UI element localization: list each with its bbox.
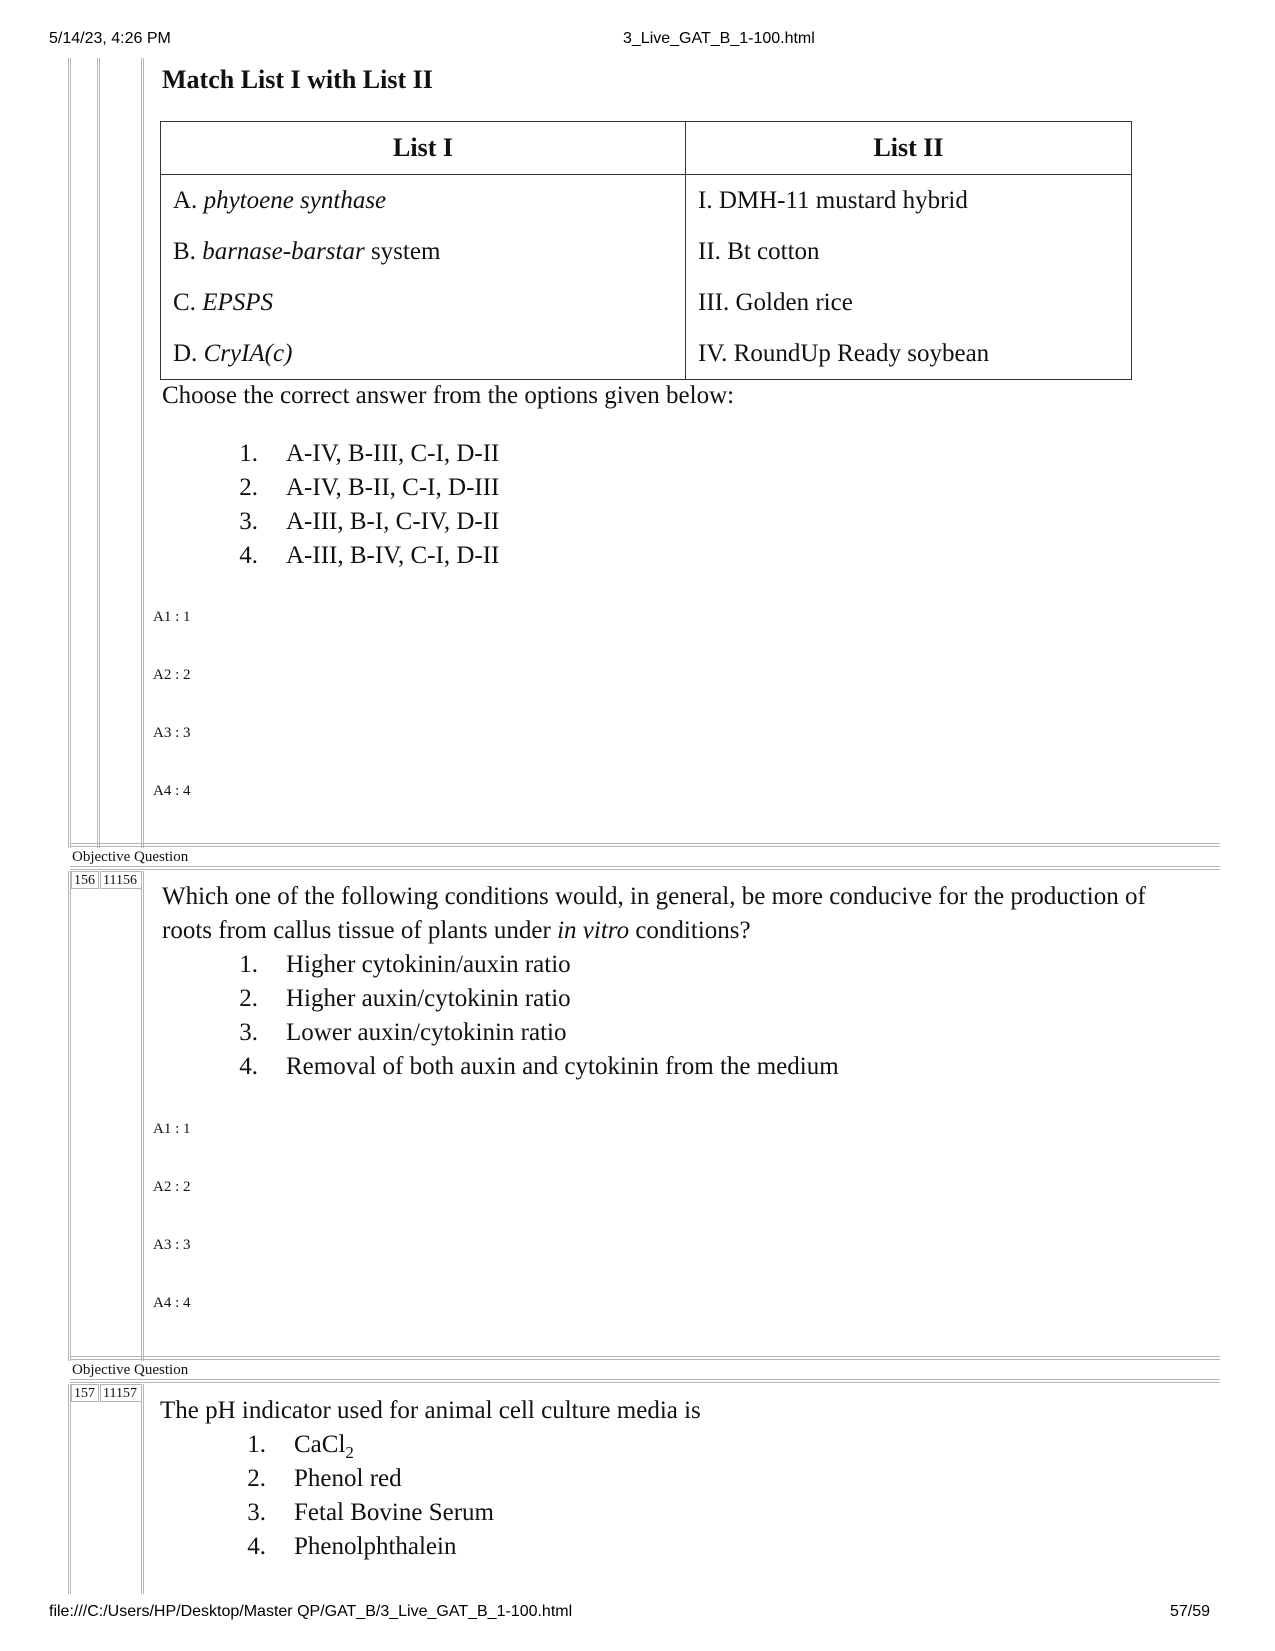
row-divider [70,1356,1220,1360]
list-1-header: List I [161,122,686,175]
option-1: 1. A-IV, B-III, C-I, D-II [239,440,500,467]
row-divider [70,866,1220,870]
question-number: 156 [71,871,99,889]
frame-border-inner [141,1384,144,1594]
row-term: CryIA(c) [203,339,293,367]
frame-border-left [68,58,71,848]
list-2-header: List II [686,122,1132,175]
question-id: 11157 [100,1384,142,1402]
row-prefix: C. [173,288,203,316]
frame-border-mid [97,58,100,848]
option-2: 2. Higher auxin/cytokinin ratio [239,985,571,1012]
option-3: 3. A-III, B-I, C-IV, D-II [239,508,500,535]
row-prefix: A. [173,186,204,214]
option-3: 3. Fetal Bovine Serum [247,1499,494,1526]
answer-choice: A3 : 3 [153,725,191,741]
table-row [161,328,1132,380]
frame-border-inner [141,58,144,848]
question-type-label: Objective Question [72,849,189,865]
option-1: 1. CaCl$_2$ [247,1431,354,1462]
row-match: I. DMH-11 mustard hybrid [686,175,1132,227]
row-match: IV. RoundUp Ready soybean [686,328,1132,380]
row-term-rest: system [364,237,441,265]
answer-choice: A4 : 4 [153,783,191,799]
print-page-number: 57/59 [1170,1603,1211,1620]
row-term: barnase-barstar [202,237,365,265]
match-table [160,121,1132,380]
frame-border-left [68,1384,71,1594]
table-row [161,226,1132,277]
question-text-line2: roots from callus tissue of plants under in vitro conditions? [162,917,751,944]
row-divider [70,843,1220,847]
question-text: The pH indicator used for animal cell culture media is [160,1397,701,1424]
option-4: 4. A-III, B-IV, C-I, D-II [239,542,500,569]
answer-choice: A3 : 3 [153,1237,191,1253]
row-term: phytoene synthase [203,186,387,214]
question-number: 157 [71,1384,99,1402]
frame-border-left [68,871,71,1361]
row-match: II. Bt cotton [686,226,1132,277]
row-prefix: D. [173,339,204,367]
option-4: 4. Removal of both auxin and cytokinin from the medium [239,1053,839,1080]
question-type-label: Objective Question [72,1362,189,1378]
row-divider [70,1379,1220,1383]
row-match: III. Golden rice [686,277,1132,328]
option-2: 2. Phenol red [247,1465,402,1492]
print-datetime: 5/14/23, 4:26 PM [49,30,171,47]
answer-choice: A2 : 2 [153,667,191,683]
option-3: 3. Lower auxin/cytokinin ratio [239,1019,567,1046]
question-id: 11156 [100,871,142,889]
answer-choice: A1 : 1 [153,1121,191,1137]
answer-choice: A2 : 2 [153,1179,191,1195]
answer-choice: A1 : 1 [153,609,191,625]
frame-border-inner [141,871,144,1361]
question-heading: Match List I with List II [162,65,433,94]
print-title: 3_Live_GAT_B_1-100.html [623,30,815,47]
table-row [161,277,1132,328]
row-term: EPSPS [202,288,274,316]
table-row [161,175,1132,227]
answer-choice: A4 : 4 [153,1295,191,1311]
row-prefix: B. [173,237,203,265]
option-4: 4. Phenolphthalein [247,1533,457,1560]
print-file-path: file:///C:/Users/HP/Desktop/Master QP/GAT_B/3_Live_GAT_B_1-100.html [49,1603,573,1620]
question-text: Which one of the following conditions would, in general, be more conducive for the production of [162,883,1146,910]
option-1: 1. Higher cytokinin/auxin ratio [239,951,571,978]
option-2: 2. A-IV, B-II, C-I, D-III [239,474,500,501]
question-instruction: Choose the correct answer from the options given below: [162,382,735,409]
